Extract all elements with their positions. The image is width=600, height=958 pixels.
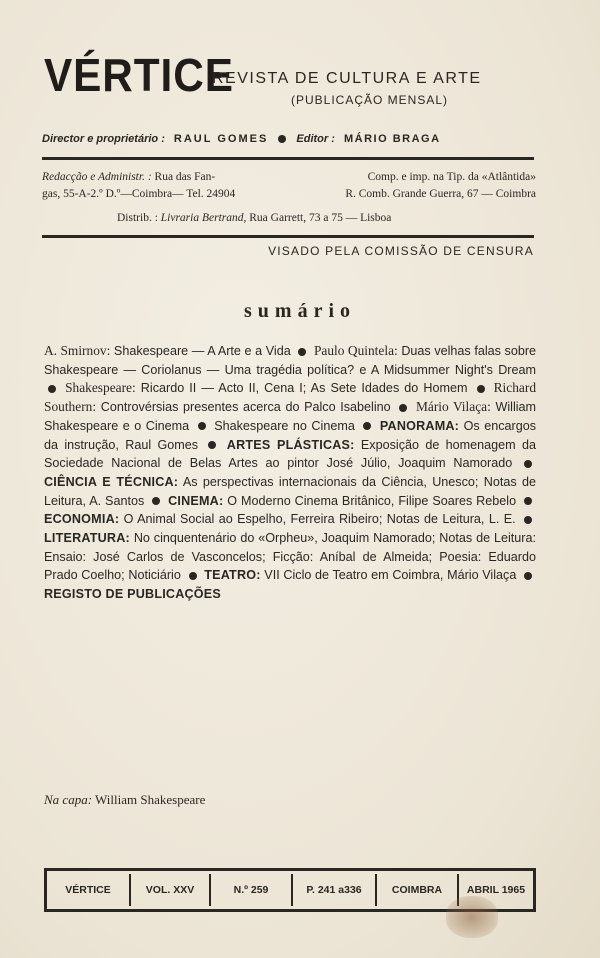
toc-section: ECONOMIA: (44, 512, 120, 527)
print-line-2: R. Comb. Grande Guerra, 67 — Coimbra (345, 188, 536, 200)
toc-entry: O Moderno Cinema Britânico, Filipe Soares Rebelo (223, 493, 517, 508)
toc-section: CINEMA: (168, 493, 224, 508)
toc-author: Paulo Quintela: (313, 343, 398, 358)
director-name: RAUL GOMES (173, 133, 269, 145)
toc-section: PANORAMA: (379, 418, 460, 433)
toc-entry: Duas velhas falas sobre Shakespeare — Coriolanus — Uma tragédia política? e A Midsummer Night's Dream (44, 344, 537, 377)
masthead (44, 48, 539, 114)
toc-author: Shakespeare: (65, 380, 136, 396)
redacao-info (42, 169, 302, 203)
toc-entry: Os encargos da instrução, Raul Gomes (44, 418, 537, 452)
distrib-label: Distrib. : (117, 212, 158, 224)
toc-author: Richard Southern: (44, 380, 537, 415)
distrib-name: Livraria Bertrand (160, 212, 244, 224)
toc-entry: No cinquentenário do «Orpheu», Joaquim Namorado; Notas de Leitura: Ensaio: José Carlos de Vasconcelos; Ficção: Aníbal de Almeida; Poesia: Eduardo Prado Coelho; Noticiário (44, 531, 536, 583)
redacao-label: Redacção e Administr. : (42, 171, 152, 183)
toc-entry: William Shakespeare e o Cinema (44, 400, 537, 433)
bullet-icon (524, 516, 532, 524)
toc-entry: As perspectivas internacionais da Ciência, Unesco; Notas de Leitura, A. Santos (44, 474, 537, 508)
toc-entry: Ricardo II — Acto II, Cena I; As Sete Idades do Homem (135, 381, 468, 396)
redacao-address-2: gas, 55-A-2.º D.º—Coimbra— Tel. 24904 (42, 188, 236, 200)
bullet-icon (524, 460, 532, 468)
print-info (308, 169, 536, 203)
toc-section: ARTES PLÁSTICAS: (226, 437, 355, 452)
magazine-logo: VÉRTICE (44, 49, 234, 101)
bullet-icon (278, 135, 286, 143)
cover-credit (44, 792, 205, 808)
toc-section: LITERATURA: (44, 531, 130, 546)
magazine-subtitle: REVISTA DE CULTURA E ARTE (212, 70, 482, 87)
toc-section: CIÊNCIA E TÉCNICA: (44, 474, 179, 489)
cover-credit-label: Na capa: (44, 792, 93, 807)
bullet-icon (363, 422, 371, 430)
distrib-address: , Rua Garrett, 73 a 75 — Lisboa (243, 212, 392, 224)
footer-cell-number: N.º 259 (211, 874, 293, 906)
editor-name: MÁRIO BRAGA (343, 133, 441, 145)
cover-credit-text: William Shakespeare (95, 792, 206, 807)
footer-cell-date: ABRIL 1965 (466, 884, 526, 896)
toc-entry: Shakespeare no Cinema (214, 418, 355, 433)
bullet-icon (189, 572, 197, 580)
toc-entry: Shakespeare — A Arte e a Vida (110, 344, 291, 358)
toc-entry: VII Ciclo de Teatro em Coimbra, Mário Vilaça (260, 568, 517, 583)
publication-frequency: (PUBLICAÇÃO MENSAL) (291, 93, 449, 107)
toc-author: Mário Vilaça: (415, 399, 491, 415)
bullet-icon (477, 385, 485, 393)
print-line-1: Comp. e imp. na Tip. da «Atlântida» (367, 171, 536, 183)
footer-cell-city: COIMBRA (377, 874, 459, 906)
bullet-icon (524, 572, 532, 580)
bullet-icon (198, 422, 206, 430)
table-of-contents (44, 342, 536, 604)
divider (42, 157, 534, 160)
toc-entry: Exposição de homenagem da Sociedade Nacional de Belas Artes ao pintor José Júlio, Joaquim Namorado (44, 437, 537, 471)
director-line (42, 133, 537, 145)
summary-heading: sumário (244, 300, 356, 322)
censorship-notice: VISADO PELA COMISSÃO DE CENSURA (268, 244, 534, 258)
toc-author: A. Smirnov: (44, 343, 111, 358)
redacao-address-1: Rua das Fan- (154, 171, 216, 183)
bullet-icon (298, 348, 306, 356)
bullet-icon (524, 497, 532, 505)
toc-section: REGISTO DE PUBLICAÇÕES (44, 587, 222, 602)
director-label: Director e proprietário : (42, 133, 165, 145)
divider (42, 235, 534, 238)
bullet-icon (48, 385, 56, 393)
footer-cell-pages: P. 241 a336 (293, 874, 377, 906)
toc-entry: Controvérsias presentes acerca do Palco Isabelino (96, 400, 391, 415)
toc-section: TEATRO: (204, 568, 261, 583)
bullet-icon (208, 441, 216, 449)
footer-cell-title: VÉRTICE (47, 874, 131, 906)
bullet-icon (399, 404, 407, 412)
paper-stain (446, 896, 498, 938)
editor-label: Editor : (296, 133, 335, 145)
toc-entry: O Animal Social ao Espelho, Ferreira Ribeiro; Notas de Leitura, L. E. (119, 512, 516, 527)
distrib-info (117, 210, 391, 227)
footer-cell-volume: VOL. XXV (131, 874, 211, 906)
bullet-icon (152, 497, 160, 505)
